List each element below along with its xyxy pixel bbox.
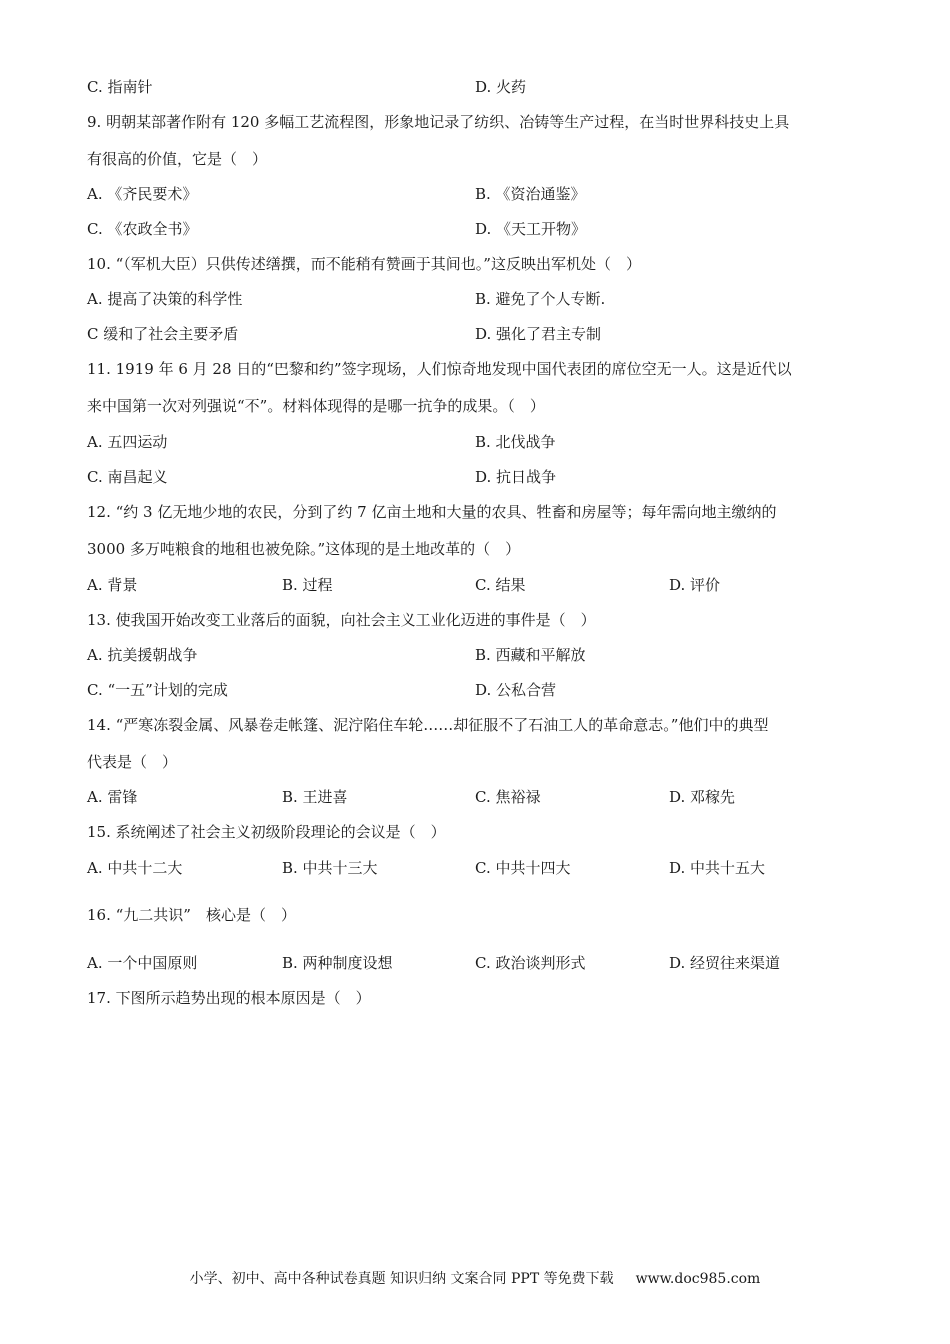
q9-stem-line2: 有很高的价值，它是（ ） (87, 150, 268, 168)
q14-stem-line2: 代表是（ ） (87, 753, 178, 771)
q12-stem-line1: 12. “约 3 亿无地少地的农民，分到了约 7 亿亩土地和大量的农具、牲畜和房屋等；每年需向地主缴纳的 (87, 503, 777, 521)
page-footer (0, 1270, 950, 1288)
q15-option-d: D. 中共十五大 (669, 859, 766, 877)
q14-option-a: A. 雷锋 (87, 788, 138, 806)
q13-option-b: B. 西藏和平解放 (475, 646, 586, 664)
q14-option-d: D. 邓稼先 (669, 788, 736, 806)
q8-option-d: D. 火药 (475, 78, 527, 96)
q13-stem: 13. 使我国开始改变工业落后的面貌，向社会主义工业化迈进的事件是（ ） (87, 611, 596, 629)
q9-option-d: D. 《天工开物》 (475, 220, 587, 238)
q10-option-b: B. 避免了个人专断. (475, 290, 606, 308)
q13-option-a: A. 抗美援朝战争 (87, 646, 198, 664)
q9-option-b: B. 《资治通鉴》 (475, 185, 586, 203)
q15-option-a: A. 中共十二大 (87, 859, 183, 877)
q11-stem-line2: 来中国第一次对列强说“不”。材料体现得的是哪一抗争的成果。（ ） (87, 397, 545, 415)
q12-option-a: A. 背景 (87, 576, 138, 594)
q14-stem-line1: 14. “严寒冻裂金属、风暴卷走帐篷、泥泞陷住车轮……却征服不了石油工人的革命意志。”他们中的典型 (87, 716, 769, 734)
q10-option-d: D. 强化了君主专制 (475, 325, 602, 343)
q16-option-b: B. 两种制度设想 (282, 954, 393, 972)
q16-option-c: C. 政治谈判形式 (475, 954, 586, 972)
footer-url[interactable]: www.doc985.com (635, 1271, 761, 1287)
q14-option-c: C. 焦裕禄 (475, 788, 541, 806)
q16-stem: 16. “九二共识” 核心是（ ） (87, 906, 296, 924)
q11-option-d: D. 抗日战争 (475, 468, 557, 486)
q14-option-b: B. 王进喜 (282, 788, 348, 806)
q8-option-c: C. 指南针 (87, 78, 153, 96)
q15-option-b: B. 中共十三大 (282, 859, 378, 877)
q13-option-d: D. 公私合营 (475, 681, 557, 699)
q11-stem-line1: 11. 1919 年 6 月 28 日的“巴黎和约”签字现场，人们惊奇地发现中国代表团的席位空无一人。这是近代以 (87, 360, 792, 378)
q12-stem-line2: 3000 多万吨粮食的地租也被免除。”这体现的是土地改革的（ ） (87, 540, 521, 558)
q12-option-d: D. 评价 (669, 576, 721, 594)
q10-option-c: C 缓和了社会主要矛盾 (87, 325, 239, 343)
q13-option-c: C. “一五”计划的完成 (87, 681, 228, 699)
q12-option-c: C. 结果 (475, 576, 526, 594)
q16-option-a: A. 一个中国原则 (87, 954, 198, 972)
q10-stem: 10. “（军机大臣）只供传述缮撰，而不能稍有赞画于其间也。”这反映出军机处（ ） (87, 255, 641, 273)
q17-stem: 17. 下图所示趋势出现的根本原因是（ ） (87, 989, 371, 1007)
q15-option-c: C. 中共十四大 (475, 859, 571, 877)
q12-option-b: B. 过程 (282, 576, 333, 594)
q11-option-b: B. 北伐战争 (475, 433, 556, 451)
q9-stem-line1: 9. 明朝某部著作附有 120 多幅工艺流程图，形象地记录了纺织、冶铸等生产过程，在当时世界科技史上具 (87, 113, 790, 131)
footer-text: 小学、初中、高中各种试卷真题 知识归纳 文案合同 PPT 等免费下载 (189, 1271, 614, 1287)
q10-option-a: A. 提高了决策的科学性 (87, 290, 243, 308)
q11-option-a: A. 五四运动 (87, 433, 168, 451)
q15-stem: 15. 系统阐述了社会主义初级阶段理论的会议是（ ） (87, 823, 446, 841)
q11-option-c: C. 南昌起义 (87, 468, 168, 486)
q9-option-a: A. 《齐民要术》 (87, 185, 198, 203)
q9-option-c: C. 《农政全书》 (87, 220, 198, 238)
q16-option-d: D. 经贸往来渠道 (669, 954, 781, 972)
